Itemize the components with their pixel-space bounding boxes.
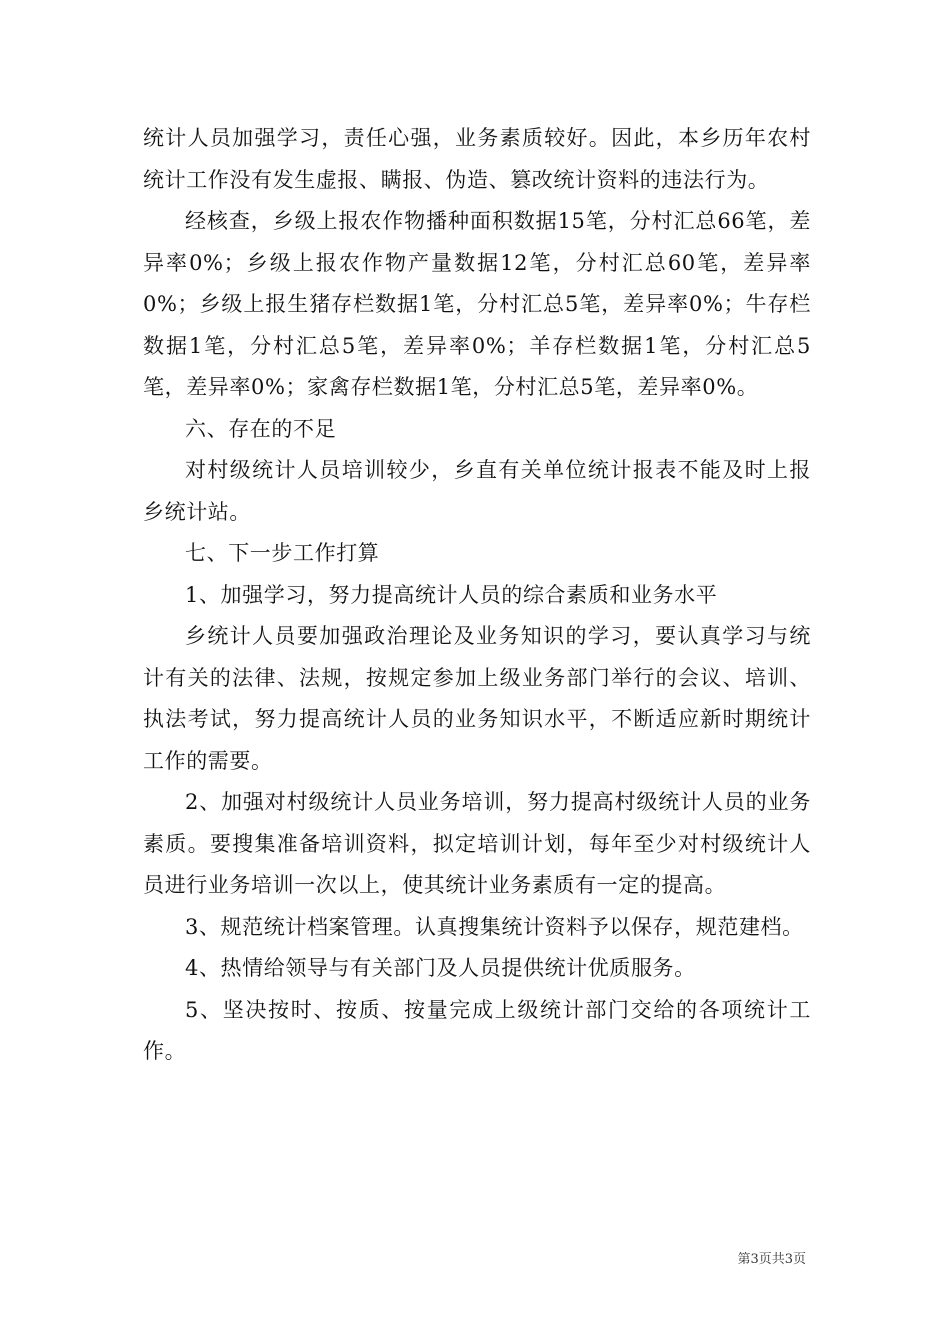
- paragraph-continuation: 统计人员加强学习，责任心强，业务素质较好。因此，本乡历年农村统计工作没有发生虚报、瞒报、伪造、篡改统计资料的违法行为。: [143, 126, 811, 192]
- document-body: [143, 118, 811, 1073]
- list-item-5: 5、坚决按时、按质、按量完成上级统计部门交给的各项统计工作。: [143, 997, 811, 1063]
- section-heading-shortcomings: 六、存在的不足: [185, 416, 337, 441]
- list-item-3: 3、规范统计档案管理。认真搜集统计资料予以保存，规范建档。: [185, 914, 804, 939]
- page-number-footer: 第3页共3页: [737, 1252, 806, 1267]
- paragraph-shortcomings: 对村级统计人员培训较少，乡直有关单位统计报表不能及时上报乡统计站。: [143, 458, 811, 524]
- list-item-2: 2、加强对村级统计人员业务培训，努力提高村级统计人员的业务素质。要搜集准备培训资料，拟定培训计划，每年至少对村级统计人员进行业务培训一次以上，使其统计业务素质有一定的提高。: [143, 790, 811, 897]
- list-item-1-title: 1、加强学习，努力提高统计人员的综合素质和业务水平: [185, 582, 718, 607]
- section-heading-next-steps: 七、下一步工作打算: [185, 541, 380, 565]
- list-item-4: 4、热情给领导与有关部门及人员提供统计优质服务。: [185, 956, 696, 980]
- paragraph-verification-data: 经核查，乡级上报农作物播种面积数据15笔，分村汇总66笔，差异率0%；乡级上报农作物产量数据12笔，分村汇总60笔，差异率0%；乡级上报生猪存栏数据1笔，分村汇总5笔，差异率0%；牛存栏数据1笔，分村汇总5笔，差异率0%；羊存栏数据1笔，分村汇总5笔，差异率0%；家禽存栏数据1笔，分村汇总5笔，差异率0%。: [143, 209, 811, 399]
- paragraph-learning: 乡统计人员要加强政治理论及业务知识的学习，要认真学习与统计有关的法律、法规，按规定参加上级业务部门举行的会议、培训、执法考试，努力提高统计人员的业务知识水平，不断适应新时期统计工作的需要。: [143, 624, 811, 773]
